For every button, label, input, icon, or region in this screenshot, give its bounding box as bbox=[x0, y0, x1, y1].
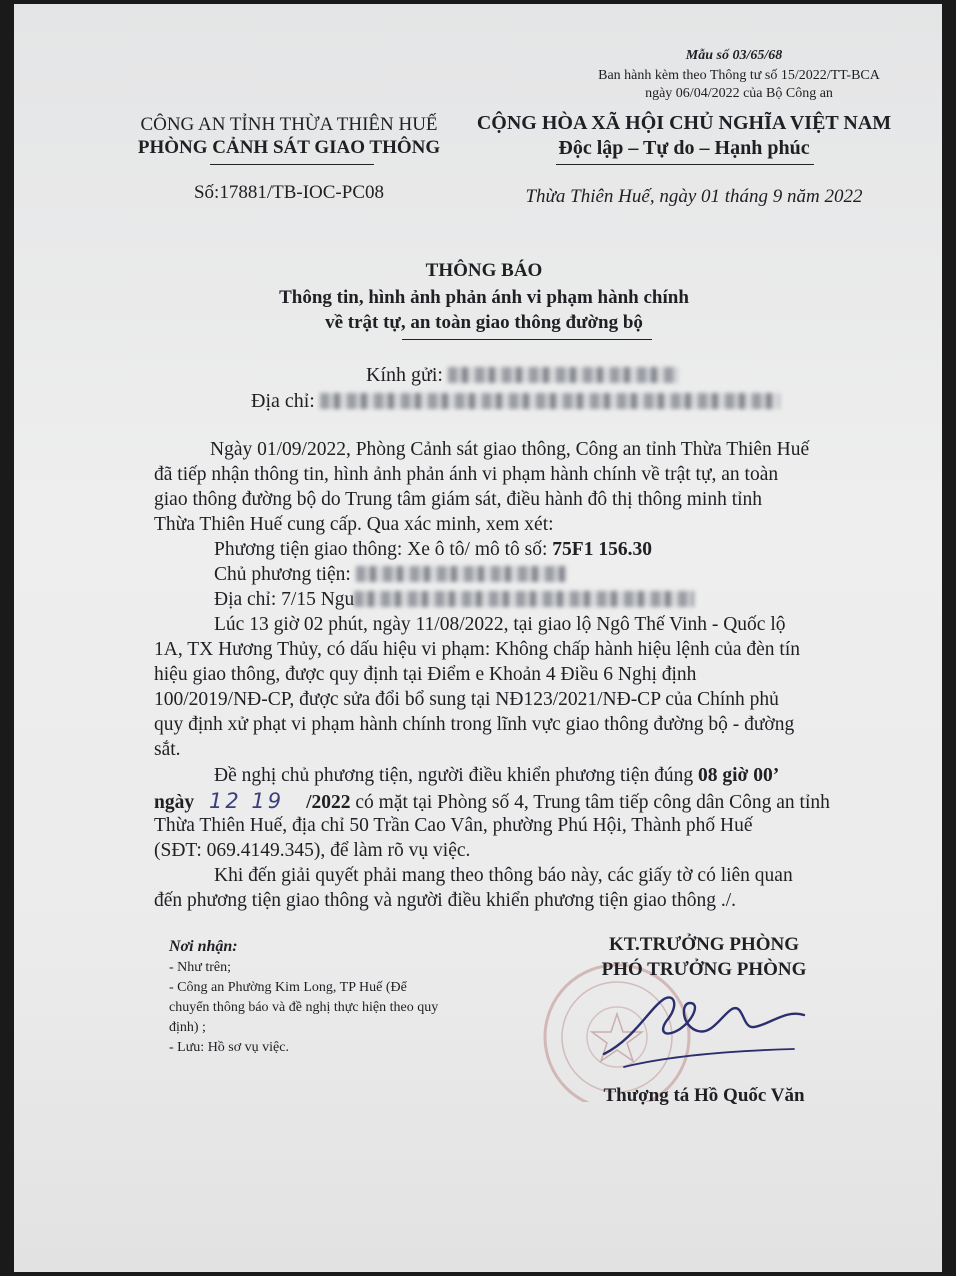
body-p3-line1 bbox=[214, 764, 779, 788]
owner-address-line bbox=[214, 588, 694, 612]
issued-line-1: Ban hành kèm theo Thông tư số 15/2022/TT-BCA bbox=[598, 68, 880, 83]
vehicle-label: Phương tiện giao thông: Xe ô tô/ mô tô số: bbox=[214, 539, 553, 560]
body-p2-line6: sắt. bbox=[154, 739, 181, 760]
signer-name: Thượng tá Hồ Quốc Văn bbox=[603, 1085, 805, 1106]
document-page bbox=[14, 4, 942, 1272]
document-number: Số:17881/TB-IOC-PC08 bbox=[193, 182, 385, 203]
appointment-day-label: ngày bbox=[154, 792, 195, 813]
owner-label: Chủ phương tiện: bbox=[214, 564, 351, 585]
recipient-line bbox=[366, 364, 678, 387]
appointment-year: /2022 bbox=[306, 792, 351, 813]
department-name: PHÒNG CẢNH SÁT GIAO THÔNG bbox=[137, 137, 441, 158]
motto-underline bbox=[556, 164, 814, 165]
notice-subtitle-2: về trật tự, an toàn giao thông đường bộ bbox=[325, 312, 643, 333]
form-code: Mẫu số 03/65/68 bbox=[685, 48, 783, 63]
handwritten-signature bbox=[594, 979, 814, 1079]
title-underline bbox=[402, 339, 652, 340]
handwritten-date: 12 19 bbox=[208, 789, 285, 813]
redacted-owner-address bbox=[354, 591, 694, 607]
recipients-item-3: - Lưu: Hồ sơ vụ việc. bbox=[169, 1040, 289, 1055]
country-name: CỘNG HÒA XÃ HỘI CHỦ NGHĨA VIỆT NAM bbox=[476, 112, 892, 134]
body-p2-line1: Lúc 13 giờ 02 phút, ngày 11/08/2022, tại giao lộ Ngô Thế Vinh - Quốc lộ bbox=[214, 614, 786, 635]
body-p1-line3: giao thông đường bộ do Trung tâm giám sát, điều hành đô thị thông minh tỉnh bbox=[154, 489, 763, 510]
vehicle-plate: 75F1 156.30 bbox=[552, 539, 652, 560]
body-p4-line1: Khi đến giải quyết phải mang theo thông báo này, các giấy tờ có liên quan bbox=[214, 865, 793, 886]
body-p3-line4: (SĐT: 069.4149.345), để làm rõ vụ việc. bbox=[154, 840, 471, 861]
vehicle-line bbox=[214, 538, 652, 562]
place-date: Thừa Thiên Huế, ngày 01 tháng 9 năm 2022 bbox=[525, 186, 863, 207]
body-p2-line2: 1A, TX Hương Thủy, có dấu hiệu vi phạm: Không chấp hành hiệu lệnh của đèn tín bbox=[154, 639, 801, 660]
notice-subtitle-1: Thông tin, hình ảnh phản ánh vi phạm hành chính bbox=[279, 287, 689, 308]
body-p3-line2 bbox=[154, 789, 830, 815]
recipients-item-2-line2: chuyển thông báo và đề nghị thực hiện theo quy bbox=[169, 1000, 439, 1015]
signature-role-1: KT.TRƯỞNG PHÒNG bbox=[609, 934, 799, 955]
body-p1-line2: đã tiếp nhận thông tin, hình ảnh phản ánh vi phạm hành chính về trật tự, an toàn bbox=[154, 464, 779, 485]
appointment-time: 08 giờ 00’ bbox=[698, 765, 780, 786]
recipient-address-label: Địa chỉ: bbox=[251, 390, 315, 412]
recipients-item-1: - Như trên; bbox=[169, 960, 232, 975]
body-p2-line3: hiệu giao thông, được quy định tại Điểm e Khoản 4 Điều 6 Nghị định bbox=[154, 664, 697, 685]
department-underline bbox=[210, 164, 374, 165]
notice-title: THÔNG BÁO bbox=[425, 260, 543, 281]
national-motto: Độc lập – Tự do – Hạnh phúc bbox=[558, 137, 810, 159]
agency-name: CÔNG AN TỈNH THỪA THIÊN HUẾ bbox=[140, 114, 438, 135]
body-p1-line4: Thừa Thiên Huế cung cấp. Qua xác minh, xem xét: bbox=[154, 514, 554, 535]
issued-line-2: ngày 06/04/2022 của Bộ Công an bbox=[645, 86, 833, 101]
body-p1-line1: Ngày 01/09/2022, Phòng Cảnh sát giao thông, Công an tỉnh Thừa Thiên Huế bbox=[210, 439, 810, 460]
body-p2-line5: quy định xử phạt vi phạm hành chính trong lĩnh vực giao thông đường bộ - đường bbox=[154, 714, 795, 735]
body-p3-line1-text: Đề nghị chủ phương tiện, người điều khiển phương tiện đúng bbox=[214, 765, 698, 786]
recipients-item-2-line1: - Công an Phường Kim Long, TP Huế (Để bbox=[169, 980, 407, 995]
body-p3-line3: Thừa Thiên Huế, địa chỉ 50 Trần Cao Vân, phường Phú Hội, Thành phố Huế bbox=[154, 815, 753, 836]
signature-role-2: PHÓ TRƯỞNG PHÒNG bbox=[601, 959, 807, 980]
redacted-recipient-name bbox=[448, 367, 678, 383]
recipients-item-2-line3: định) ; bbox=[169, 1020, 206, 1035]
redacted-recipient-address bbox=[320, 393, 780, 409]
recipient-address-line bbox=[251, 390, 780, 413]
redacted-owner-name bbox=[356, 566, 566, 582]
owner-line bbox=[214, 563, 566, 587]
body-p2-line4: 100/2019/NĐ-CP, được sửa đổi bổ sung tại NĐ123/2021/NĐ-CP của Chính phủ bbox=[154, 689, 779, 710]
body-p4-line2: đến phương tiện giao thông và người điều khiển phương tiện giao thông ./. bbox=[154, 890, 737, 911]
recipients-label: Nơi nhận: bbox=[169, 938, 238, 955]
recipient-label: Kính gửi: bbox=[366, 364, 443, 386]
body-p3-line2-rest: có mặt tại Phòng số 4, Trung tâm tiếp công dân Công an tỉnh bbox=[350, 792, 830, 813]
owner-address-label: Địa chỉ: 7/15 Ngu bbox=[214, 589, 355, 610]
